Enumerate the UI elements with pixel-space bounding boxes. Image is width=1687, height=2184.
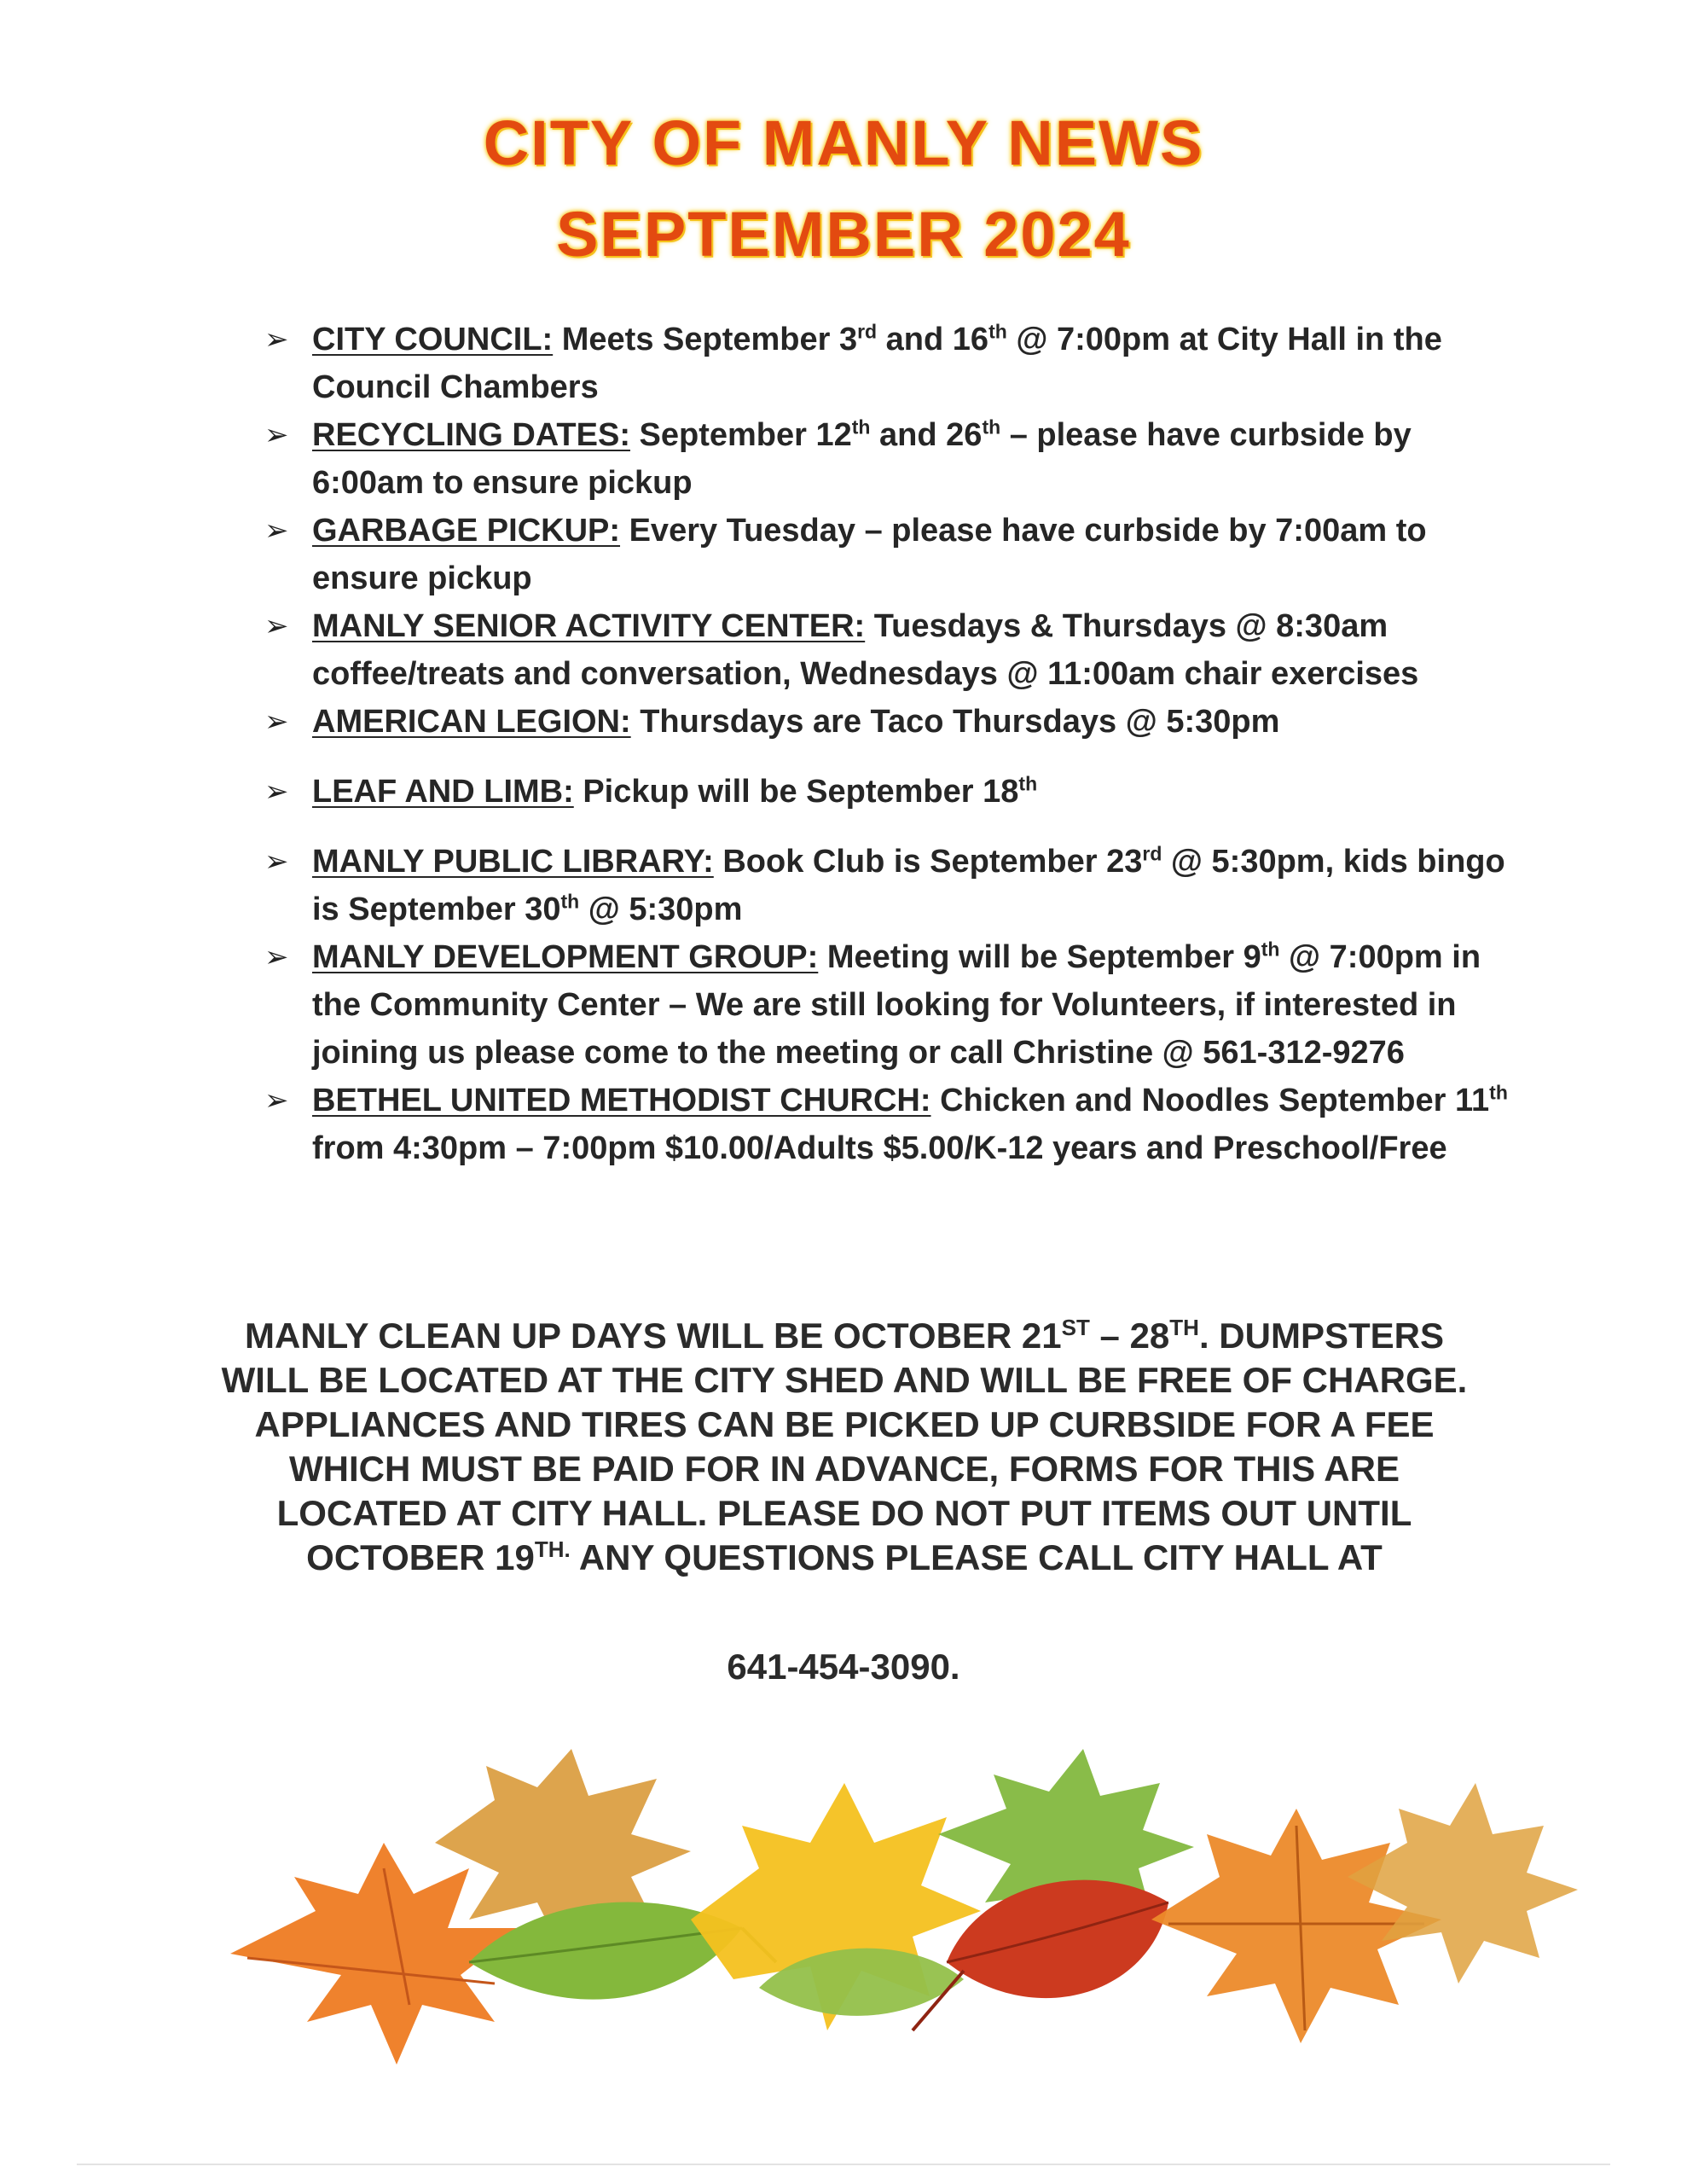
notice-suffix: TH: [1169, 1315, 1199, 1340]
list-item-garbage: [264, 507, 1510, 602]
item-suffix: th: [560, 890, 580, 913]
cleanup-days-notice: [213, 1314, 1475, 1580]
arrowhead-bullet-icon: ➢: [264, 706, 289, 738]
arrowhead-bullet-icon: ➢: [264, 419, 289, 451]
item-suffix: th: [1489, 1081, 1508, 1104]
item-text: Meeting will be September 9: [818, 939, 1261, 975]
item-suffix: rd: [1142, 842, 1162, 865]
item-suffix: th: [1018, 772, 1038, 795]
arrowhead-bullet-icon: ➢: [264, 1084, 289, 1117]
item-text: @ 7:00pm at City Hall in the Council Chambers: [312, 322, 1442, 405]
item-text: Thursdays are Taco Thursdays @ 5:30pm: [630, 704, 1280, 740]
item-text: Meets September 3: [553, 322, 858, 357]
list-item-senior-center: [264, 602, 1510, 698]
announcement-list: [264, 316, 1510, 1172]
notice-suffix: TH.: [534, 1536, 571, 1562]
item-label: MANLY SENIOR ACTIVITY CENTER:: [312, 608, 866, 644]
arrowhead-bullet-icon: ➢: [264, 610, 289, 642]
item-label: AMERICAN LEGION:: [312, 704, 631, 740]
arrowhead-bullet-icon: ➢: [264, 323, 289, 356]
item-label: GARBAGE PICKUP:: [312, 513, 621, 549]
tan-maple-leaf-icon: [1348, 1783, 1578, 1984]
arrowhead-bullet-icon: ➢: [264, 941, 289, 973]
list-item-american-legion: [264, 698, 1510, 746]
notice-text: . DUMPSTERS WILL BE LOCATED AT THE CITY SHED AND WILL BE FREE OF CHARGE. APPLIANCES AND TIRES CAN BE PICKED UP CURBSIDE FOR A FEE WHICH MUST BE PAID FOR IN ADVANCE, FORMS FOR THIS ARE LOCATED AT CITY HALL. PLEASE DO NOT PUT ITEMS OUT UNTIL OCTOBER 19: [221, 1316, 1468, 1577]
list-item-methodist-church: [264, 1077, 1510, 1172]
item-text: @ 5:30pm: [579, 892, 743, 927]
item-label: LEAF AND LIMB:: [312, 774, 574, 810]
list-item-library: [264, 838, 1510, 933]
item-text: @ 7:00pm in the Community Center – We are still looking for Volunteers, if interested in joining us please come to the meeting or call Christine @ 561-312-9276: [312, 939, 1481, 1071]
item-suffix: th: [982, 415, 1001, 439]
notice-text: – 28: [1089, 1316, 1170, 1356]
item-label: MANLY DEVELOPMENT GROUP:: [312, 939, 819, 975]
item-suffix: th: [1261, 938, 1280, 961]
arrowhead-bullet-icon: ➢: [264, 845, 289, 878]
orange-maple-leaf-icon: [230, 1843, 520, 2065]
item-text: and 16: [877, 322, 989, 357]
item-label: CITY COUNCIL:: [312, 322, 554, 357]
item-text: Tuesdays & Thursdays @ 8:30am coffee/treats and conversation, Wednesdays @ 11:00am chair exercises: [312, 608, 1419, 692]
item-text: @ 5:30pm, kids bingo is September 30: [312, 844, 1505, 927]
item-text: Every Tuesday – please have curbside by 7:00am to ensure pickup: [312, 513, 1427, 596]
notice-text: MANLY CLEAN UP DAYS WILL BE OCTOBER 21: [245, 1316, 1062, 1356]
item-suffix: th: [988, 320, 1007, 343]
list-item-leaf-limb: [264, 768, 1510, 816]
item-text: Pickup will be September 18: [573, 774, 1019, 810]
list-item-development-group: [264, 933, 1510, 1077]
arrowhead-bullet-icon: ➢: [264, 514, 289, 547]
item-suffix: rd: [857, 320, 878, 343]
notice-suffix: ST: [1061, 1315, 1090, 1340]
list-item-city-council: [264, 316, 1510, 411]
newsletter-title: CITY OF MANLY NEWS: [483, 107, 1204, 178]
newsletter-date: SEPTEMBER 2024: [556, 199, 1131, 270]
item-text: and 26: [870, 417, 983, 453]
item-label: BETHEL UNITED METHODIST CHURCH:: [312, 1083, 931, 1118]
city-hall-phone: 641-454-3090.: [727, 1647, 960, 1687]
autumn-leaves-illustration: [213, 1749, 1578, 2090]
item-text: Book Club is September 23: [713, 844, 1143, 880]
notice-text: ANY QUESTIONS PLEASE CALL CITY HALL AT: [570, 1537, 1383, 1577]
page-divider: [77, 2164, 1610, 2165]
item-label: RECYCLING DATES:: [312, 417, 630, 453]
item-text: from 4:30pm – 7:00pm $10.00/Adults $5.00/K-12 years and Preschool/Free: [312, 1130, 1447, 1166]
arrowhead-bullet-icon: ➢: [264, 775, 289, 808]
item-text: – please have curbside by 6:00am to ensure pickup: [312, 417, 1412, 501]
item-suffix: th: [851, 415, 871, 439]
item-label: MANLY PUBLIC LIBRARY:: [312, 844, 714, 880]
list-item-recycling: [264, 411, 1510, 507]
item-text: September 12: [629, 417, 852, 453]
item-text: Chicken and Noodles September 11: [930, 1083, 1490, 1118]
